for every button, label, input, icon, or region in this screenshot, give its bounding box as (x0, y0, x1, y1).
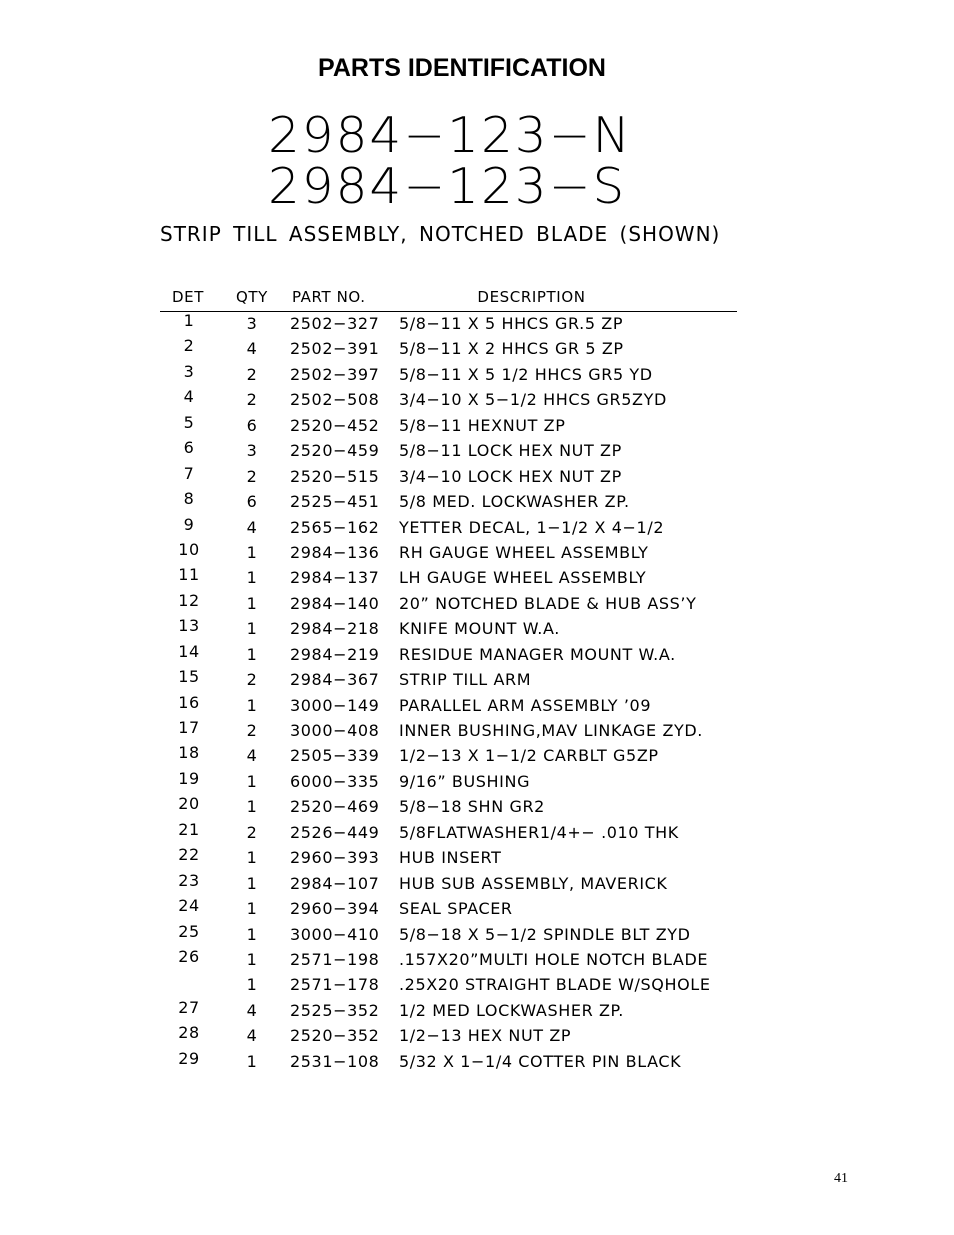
row-det: 16 (178, 692, 200, 712)
row-qty: 4 (246, 1026, 258, 1046)
row-description: LH GAUGE WHEEL ASSEMBLY (399, 568, 647, 588)
row-description: 5/8−11 HEXNUT ZP (399, 415, 566, 435)
row-description: PARALLEL ARM ASSEMBLY ’09 (399, 695, 652, 715)
table-row (160, 999, 737, 1024)
row-part-no: 2520−469 (290, 797, 380, 817)
table-row (160, 363, 737, 388)
row-description: 1/2 MED LOCKWASHER ZP. (399, 1000, 624, 1020)
parts-table-header (160, 286, 737, 312)
table-row (160, 872, 737, 897)
row-description: 5/8FLATWASHER1/4+− .010 THK (399, 822, 679, 842)
row-description: HUB SUB ASSEMBLY, MAVERICK (399, 873, 668, 893)
row-det: 5 (183, 412, 195, 432)
table-row (160, 719, 737, 744)
header-det: DET (172, 288, 204, 306)
row-det: 23 (178, 870, 200, 890)
row-det: 15 (178, 667, 200, 687)
row-part-no: 3000−410 (290, 924, 380, 944)
table-row (160, 973, 737, 998)
table-row (160, 821, 737, 846)
row-det: 24 (178, 896, 200, 916)
row-description: 3/4−10 LOCK HEX NUT ZP (399, 466, 622, 486)
row-description: YETTER DECAL, 1−1/2 X 4−1/2 (399, 517, 665, 537)
table-row (160, 795, 737, 820)
row-part-no: 2520−459 (290, 441, 380, 461)
row-part-no: 2520−515 (290, 466, 380, 486)
row-part-no: 2984−137 (290, 568, 380, 588)
table-row (160, 1050, 737, 1075)
row-qty: 1 (246, 949, 258, 969)
table-row (160, 617, 737, 642)
row-part-no: 3000−408 (290, 721, 380, 740)
row-description: 5/8−11 X 2 HHCS GR 5 ZP (399, 339, 624, 359)
row-part-no: 2960−394 (290, 899, 380, 919)
row-qty: 6 (246, 492, 258, 512)
header-description: DESCRIPTION (477, 288, 586, 306)
row-det: 10 (178, 539, 200, 559)
table-row (160, 566, 737, 591)
parts-table-body (160, 312, 737, 1075)
table-row (160, 897, 737, 922)
row-det: 7 (183, 463, 195, 483)
row-qty: 2 (246, 721, 258, 740)
row-det: 28 (178, 1023, 200, 1043)
table-row (160, 465, 737, 490)
header-part-no: PART NO. (292, 288, 366, 306)
table-row (160, 744, 737, 769)
row-part-no: 2520−352 (290, 1026, 380, 1046)
row-part-no: 2520−452 (290, 415, 380, 435)
row-description: 3/4−10 X 5−1/2 HHCS GR5ZYD (399, 390, 667, 410)
table-row (160, 668, 737, 693)
row-description: RESIDUE MANAGER MOUNT W.A. (399, 644, 676, 664)
row-description: KNIFE MOUNT W.A. (399, 619, 560, 639)
table-row (160, 923, 737, 948)
assembly-title: STRIP TILL ASSEMBLY, NOTCHED BLADE (SHOWN) (160, 222, 721, 246)
row-part-no: 2984−140 (290, 593, 380, 613)
row-description: 5/8−11 X 5 1/2 HHCS GR5 YD (399, 364, 653, 384)
row-qty: 4 (246, 339, 258, 359)
row-description: SEAL SPACER (399, 899, 513, 919)
table-row (160, 490, 737, 515)
row-part-no: 2565−162 (290, 517, 380, 537)
row-description: .157X20”MULTI HOLE NOTCH BLADE (399, 949, 709, 969)
row-qty: 1 (246, 873, 258, 893)
row-det: 13 (178, 616, 200, 636)
row-part-no: 2984−218 (290, 619, 380, 639)
table-row (160, 592, 737, 617)
row-qty: 1 (246, 619, 258, 639)
row-part-no: 2502−508 (290, 390, 380, 410)
row-description: 5/8−18 X 5−1/2 SPINDLE BLT ZYD (399, 924, 691, 944)
row-qty: 1 (246, 797, 258, 817)
parts-table (160, 286, 737, 1075)
row-qty: 1 (246, 771, 258, 791)
table-row (160, 694, 737, 719)
assembly-part-number: 2984−123−S (268, 158, 627, 215)
row-part-no: 2571−178 (290, 975, 380, 995)
row-qty: 2 (246, 822, 258, 842)
row-part-no: 3000−149 (290, 695, 380, 715)
row-det: 2 (183, 336, 195, 356)
row-part-no: 2526−449 (290, 822, 380, 842)
header-qty: QTY (236, 288, 268, 306)
row-qty: 1 (246, 568, 258, 588)
row-qty: 6 (246, 415, 258, 435)
row-description: 5/8−11 X 5 HHCS GR.5 ZP (399, 314, 624, 333)
row-det: 19 (178, 768, 200, 788)
row-description: 5/8−11 LOCK HEX NUT ZP (399, 441, 622, 461)
table-row (160, 770, 737, 795)
table-row (160, 643, 737, 668)
row-part-no: 6000−335 (290, 771, 380, 791)
row-part-no: 2531−108 (290, 1051, 380, 1071)
row-part-no: 2502−397 (290, 364, 380, 384)
table-row (160, 1024, 737, 1049)
table-row (160, 337, 737, 362)
row-part-no: 2984−107 (290, 873, 380, 893)
row-qty: 1 (246, 848, 258, 868)
row-description: 5/32 X 1−1/4 COTTER PIN BLACK (399, 1051, 682, 1071)
row-qty: 1 (246, 1051, 258, 1071)
row-qty: 3 (246, 441, 258, 461)
row-description: 5/8−18 SHN GR2 (399, 797, 545, 817)
row-qty: 1 (246, 644, 258, 664)
row-part-no: 2984−136 (290, 542, 380, 562)
row-part-no: 2502−391 (290, 339, 380, 359)
row-det: 22 (178, 845, 200, 865)
row-qty: 2 (246, 466, 258, 486)
row-part-no: 2571−198 (290, 949, 380, 969)
row-part-no: 2960−393 (290, 848, 380, 868)
table-row (160, 312, 737, 337)
row-det: 4 (183, 387, 195, 407)
row-description: STRIP TILL ARM (399, 670, 532, 690)
row-det: 14 (178, 641, 200, 661)
row-det: 6 (183, 438, 195, 458)
table-row (160, 516, 737, 541)
table-row (160, 541, 737, 566)
row-det: 1 (183, 311, 195, 330)
table-row (160, 414, 737, 439)
page-title: PARTS IDENTIFICATION (318, 54, 606, 82)
row-part-no: 2525−451 (290, 492, 380, 512)
row-description: 9/16” BUSHING (399, 771, 531, 791)
table-row (160, 948, 737, 973)
row-det: 20 (178, 794, 200, 814)
table-row (160, 439, 737, 464)
row-description: RH GAUGE WHEEL ASSEMBLY (399, 542, 649, 562)
row-description: .25X20 STRAIGHT BLADE W/SQHOLE (399, 975, 711, 995)
assembly-part-number: 2984−123−N (268, 107, 632, 164)
row-qty: 1 (246, 899, 258, 919)
row-det: 18 (178, 743, 200, 763)
row-description: HUB INSERT (399, 848, 502, 868)
row-qty: 1 (246, 593, 258, 613)
row-description: 5/8 MED. LOCKWASHER ZP. (399, 492, 630, 512)
row-description: 20” NOTCHED BLADE & HUB ASS’Y (399, 593, 697, 613)
row-det: 17 (178, 718, 200, 737)
row-description: 1/2−13 X 1−1/2 CARBLT G5ZP (399, 746, 659, 766)
row-qty: 2 (246, 670, 258, 690)
row-qty: 4 (246, 1000, 258, 1020)
row-qty: 4 (246, 517, 258, 537)
row-qty: 4 (246, 746, 258, 766)
row-det: 11 (178, 565, 200, 585)
row-det: 25 (178, 921, 200, 941)
row-qty: 3 (246, 314, 258, 333)
row-det: 29 (178, 1048, 200, 1068)
row-part-no: 2984−367 (290, 670, 380, 690)
row-part-no: 2502−327 (290, 314, 380, 333)
assembly-part-numbers (268, 107, 632, 215)
row-qty: 2 (246, 390, 258, 410)
row-det: 26 (178, 946, 200, 966)
row-det: 8 (183, 489, 195, 509)
table-row (160, 388, 737, 413)
row-det: 9 (183, 514, 195, 534)
row-part-no: 2984−219 (290, 644, 380, 664)
row-qty: 2 (246, 364, 258, 384)
row-qty: 1 (246, 924, 258, 944)
row-det: 21 (178, 819, 200, 839)
row-part-no: 2505−339 (290, 746, 380, 766)
table-row (160, 846, 737, 871)
row-qty: 1 (246, 542, 258, 562)
row-det: 3 (183, 361, 195, 381)
row-qty: 1 (246, 695, 258, 715)
row-qty: 1 (246, 975, 258, 995)
page-number: 41 (834, 1171, 848, 1186)
row-description: INNER BUSHING,MAV LINKAGE ZYD. (399, 721, 703, 740)
row-description: 1/2−13 HEX NUT ZP (399, 1026, 572, 1046)
row-det: 12 (178, 590, 200, 610)
row-part-no: 2525−352 (290, 1000, 380, 1020)
row-det: 27 (178, 997, 200, 1017)
